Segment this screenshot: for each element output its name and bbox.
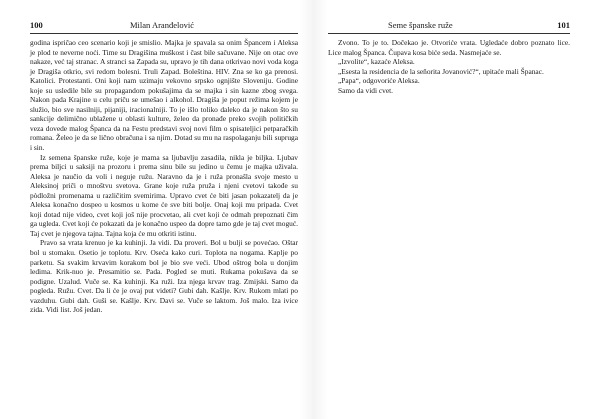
left-running-head: Milan Aranđelović [130, 20, 194, 30]
left-page-number: 100 [30, 20, 43, 30]
paragraph: Pravo sa vrata krenuo je ka kuhinji. Ja vidi. Da proveri. Bol u bulji se povećao. Oštar bol u stomaku. Osetio je toplotu. Krv. Oseća kako curi. Toplota na nogama. Kaplje po parketu. Sa svakim krvavim korakom bol je bio sve veći. Ubod oštrog bola u donjim ledima. Krik‑nuo je. Presamitio se. Pada. Pogled se muti. Rukama pokušava da se podigne. Uzalud. Vuče se. Ka kuhinji. Ka ruži. Iza njega krvav trag. Zmijski. Samo da pogleda. Ružu. Cvet. Da li će je ovaj put videti? Gubi dah. Kašlje. Krv. Rukom mlati po vazduhu. Gubi dah. Guši se. Kašlje. Krv. Davi se. Vuče se laktom. Još malo. Iza ivice zida. Vidi list. Još jedan. [30, 238, 298, 315]
paragraph: Samo da vidi cvet. [338, 85, 394, 95]
paragraph: godina ispričao ceo scenario koji je smislio. Majka je spavala sa onim Špancem i Aleksa je plod te neverne noći. Time su Dragišina muškost i čast bile sačuvane. Nije on otac ove nakaze, već taj stranac. A stranci sa Zapada su, upravo je tih dana otkrivao novi voda koga je Dragiša otkrio, svi redom bolesni. Truli Zapad. Boleština. HIV. Zna se ko ga prenosi. Katolici. Protestanti. Oni koji nam uzimaju vekovno srpsko ognjište Sloveniju. Godine koje su usledile bile su propagandom pokušajima da se majka i sin kazne zbog svega. Nakon pada Krajine u celu priču se umešao i alkohol. Dragiša je poput režima kojem je služio, bio sve nasilniji, pijaniji, iracionalniji. To je išlo toliko daleko da je nakon što su sankcije delimično ublažene u oblasti kulture, želeo da pronađe preko svojih političkih veza dovede malog Španca da na Festu predstavi svoj novi film o spisateljici petparačkih romana. Želeo je da se lično obračuna i sa njim. Dotad su mu na raspolaganju bili supruga i sin. [30, 38, 298, 153]
right-running-head: Seme španske ruže [388, 20, 453, 30]
right-page-header [328, 18, 570, 32]
left-page-body [30, 38, 298, 315]
book-gutter [300, 0, 328, 419]
paragraph: Zvono. To je to. Dočekao je. Otvoriće vrata. Ugledaće dobro poznato lice. Lice malog Španca. Čupava kosa biće seda. Nasmejaće se. [328, 38, 570, 57]
right-page-body [328, 38, 570, 95]
right-page-number: 101 [557, 20, 570, 30]
left-page-header [30, 18, 298, 32]
right-page [328, 0, 570, 419]
paragraph: „Papa“, odgovoriće Aleksa. [338, 76, 420, 86]
paragraph: „Izvolite“, kazaće Aleksa. [338, 57, 415, 67]
left-page [30, 0, 298, 419]
left-header-rule [30, 33, 298, 34]
right-header-rule [328, 33, 570, 34]
paragraph: Iz semena španske ruže, koje je mama sa ljubavlju zasadila, nikla je biljka. Ljubav prema biljci u saksiji na prozoru i prema sinu bile su jedino u čemu je majka uživala. Aleksa je naučio da voli i neguje ružu. Naravno da je i ruža pronašla svoje mesto u Aleksinoj priči o mnoštvu svetova. Grane koje ruža pruža i njeni cvetovi takođe su pòdložni promenama u različitim svemirima. Upravo cvet će biti jasan pokazatelj da je Aleksa konačno dospeo u kosmos u kome će sve biti bolje. Onaj koji mu pripada. Cvet koji dotad nije video, cvet koji još nije procvetao, ali cvet koji će odmah prepoznati čim ga ugleda. Cvet koji će pokazati da je konačno uspeo da dopre tamo gde je taj cvet moguć. Taj cvet je njegova tajna. Tajna koja će mu otkriti istinu. [30, 152, 298, 238]
paragraph: „Esesta la residencia de la señorita Jovanović?“, upitaće mali Španac. [338, 66, 544, 76]
